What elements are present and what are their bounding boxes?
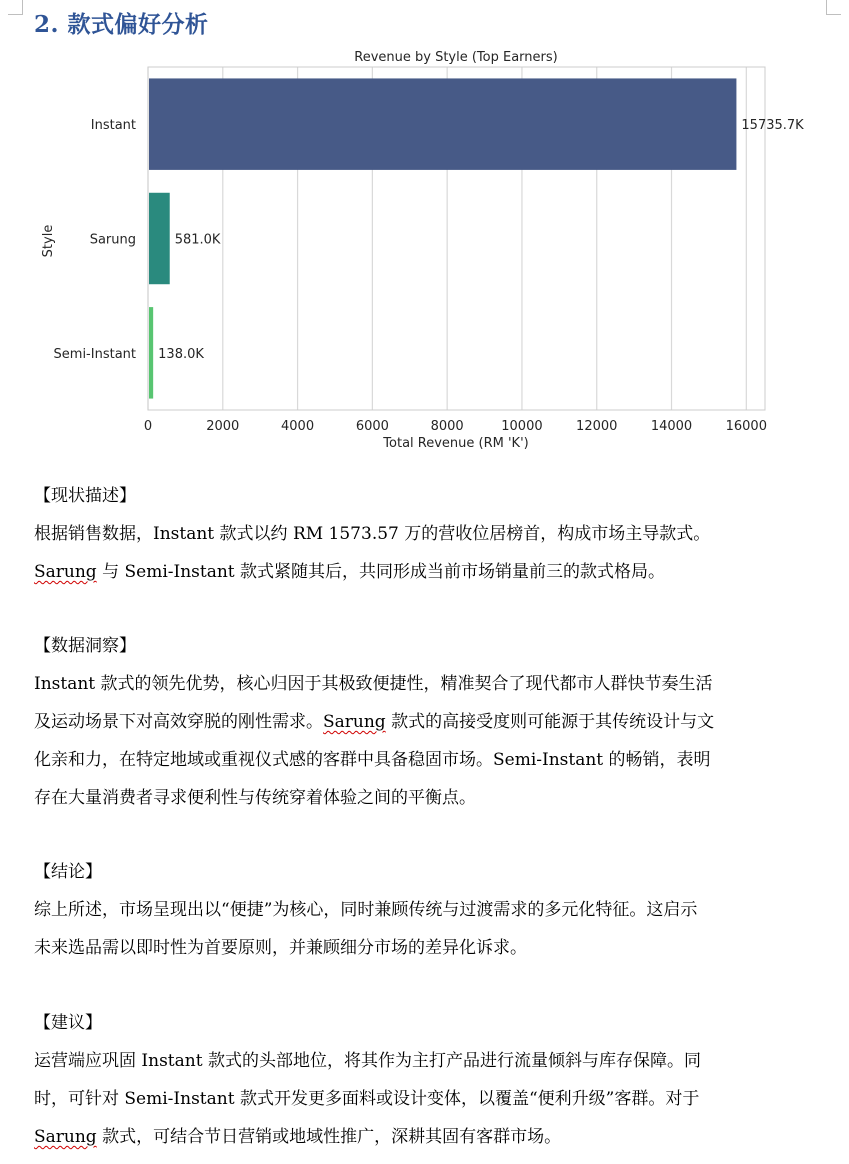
paragraph-line: 化亲和力，在特定地域或重视仪式感的客群中具备稳固市场。Semi-Instant 的畅销，表明 (34, 750, 711, 770)
x-tick-label: 6000 (355, 419, 389, 434)
spellcheck-flagged-word: Sarung (323, 712, 386, 732)
paragraph-line: 综上所述，市场呈现出以“便捷”为核心，同时兼顾传统与过渡需求的多元化特征。这启示 (34, 900, 698, 920)
section-recommendation (34, 1004, 814, 1156)
chart-title: Revenue by Style (Top Earners) (354, 50, 558, 65)
paragraph-line: 运营端应巩固 Instant 款式的头部地位，将其作为主打产品进行流量倾斜与库存保障。同 (34, 1051, 701, 1071)
section-title-recommendation: 【建议】 (34, 1013, 102, 1033)
bar-instant (149, 78, 736, 169)
page-corner-mark-left (8, 0, 23, 15)
bar-value-label: 15735.7K (741, 118, 804, 134)
section-title-status: 【现状描述】 (34, 486, 136, 506)
paragraph-line: Instant 款式的领先优势，核心归因于其极致便捷性，精准契合了现代都市人群快节奏生活 (34, 674, 713, 694)
revenue-by-style-chart (0, 40, 849, 460)
spellcheck-flagged-word: Sarung (34, 1127, 97, 1147)
x-axis-label: Total Revenue (RM 'K') (383, 436, 529, 451)
x-tick-label: 4000 (281, 419, 315, 434)
chart-bars (149, 78, 736, 398)
paragraph-line: 根据销售数据，Instant 款式以约 RM 1573.57 万的营收位居榜首，构成市场主导款式。 (34, 524, 711, 544)
spellcheck-flagged-word: Sarung (34, 562, 97, 582)
paragraph-line: Sarung 与 Semi-Instant 款式紧随其后，共同形成当前市场销量前三的款式格局。 (34, 562, 666, 582)
x-tick-label: 0 (143, 419, 153, 434)
paragraph-line: 未来选品需以即时性为首要原则，并兼顾细分市场的差异化诉求。 (34, 938, 527, 958)
section-title-conclusion: 【结论】 (34, 862, 102, 882)
x-tick-label: 2000 (206, 419, 240, 434)
y-tick-label: Instant (90, 118, 136, 134)
bar-value-label: 138.0K (158, 346, 204, 362)
paragraph-line: Sarung 款式，可结合节日营销或地域性推广，深耕其固有客群市场。 (34, 1127, 562, 1147)
section-title-insight: 【数据洞察】 (34, 636, 136, 656)
x-tick-label: 14000 (650, 419, 693, 434)
section-conclusion (34, 853, 814, 967)
bar-value-label: 581.0K (174, 232, 221, 248)
section-status (34, 477, 814, 591)
paragraph-line: 时，可针对 Semi-Instant 款式开发更多面料或设计变体，以覆盖“便利升级”客群。对于 (34, 1089, 700, 1109)
paragraph-line: 存在大量消费者寻求便利性与传统穿着体验之间的平衡点。 (34, 788, 476, 808)
x-tick-label: 8000 (430, 419, 464, 434)
y-tick-label: Sarung (89, 232, 136, 248)
paragraph-line: 及运动场景下对高效穿脱的刚性需求。Sarung 款式的高接受度则可能源于其传统设计与文 (34, 712, 715, 732)
y-axis-label: Style (41, 224, 56, 258)
section-heading: 2. 款式偏好分析 (34, 11, 209, 38)
section-insight (34, 627, 814, 817)
y-tick-label: Semi-Instant (53, 346, 136, 362)
bar-sarung (149, 193, 170, 284)
x-tick-label: 12000 (576, 419, 618, 434)
x-tick-label: 10000 (501, 419, 543, 434)
x-tick-label: 16000 (725, 419, 767, 434)
bar-semi-instant (149, 307, 153, 398)
page-corner-mark-right (826, 0, 841, 15)
